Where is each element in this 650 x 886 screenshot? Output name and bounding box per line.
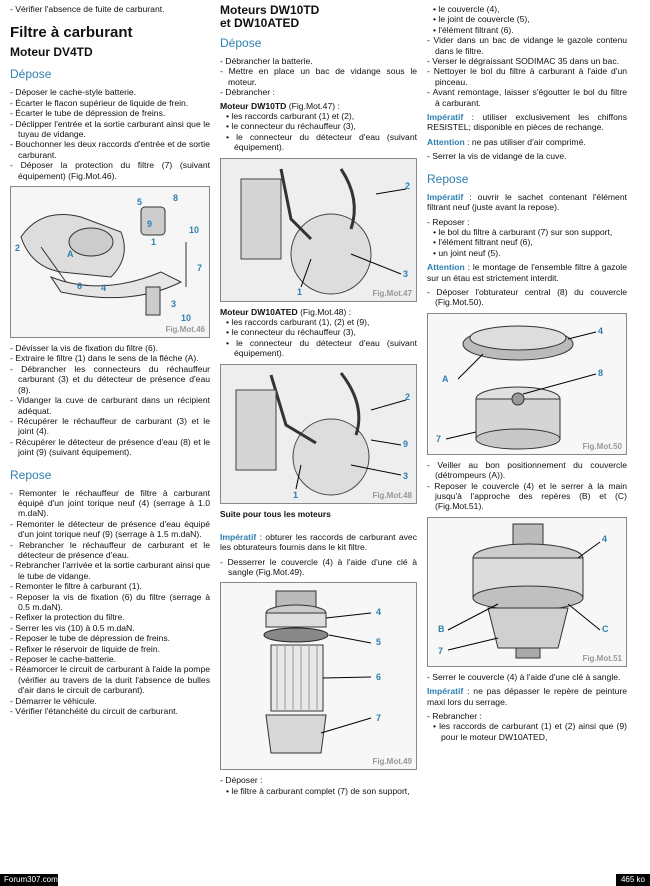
- cleaning-list: [427, 35, 627, 108]
- list-item: - Récupérer le réchauffeur de carburant (3) et le joint (4).: [10, 416, 210, 437]
- engine-label: Moteur DW10TD: [220, 100, 287, 111]
- list-item: - Remonter le réchauffeur de filtre à carburant équipé d'un joint torique neuf (4) (serrage à 1.0 m.daN).: [10, 488, 210, 519]
- fig49-label: 6: [376, 672, 382, 683]
- fig46-label: 9: [147, 219, 153, 230]
- figure-caption: Fig.Mot.48: [372, 490, 412, 500]
- list-item: - Veiller au bon positionnement du couvercle (détrompeurs (A)).: [427, 460, 627, 481]
- figure-caption: Fig.Mot.51: [582, 653, 622, 663]
- depose-list: [220, 56, 417, 98]
- depose-list-2: [10, 343, 210, 457]
- figure-caption: Fig.Mot.47: [372, 288, 412, 298]
- imperatif-keyword: Impératif: [220, 531, 257, 542]
- fig46-label: 10: [181, 313, 192, 324]
- title-line-1: Moteurs DW10TD: [220, 3, 320, 17]
- list-item: • les raccords de carburant (1) et (2) ainsi que (9) pour le moteur DW10ATED,: [427, 721, 627, 742]
- column-2: [220, 4, 417, 796]
- attention-keyword: Attention: [427, 136, 465, 147]
- fig51-label: C: [602, 623, 609, 634]
- imperatif-text: : ne pas dépasser le repère de peinture maxi lors du serrage.: [427, 686, 627, 707]
- list-item: • le filtre à carburant complet (7) de son support,: [220, 786, 417, 796]
- list-item: - Reposer :: [427, 217, 627, 227]
- imperatif-note: [220, 532, 417, 553]
- fig48-label: 2: [405, 391, 411, 402]
- positionnement-list: [427, 460, 627, 512]
- list-item: - Rebrancher le réchauffeur de carburant et le détecteur de présence d'eau.: [10, 540, 210, 561]
- list-item: - Serrer les vis (10) à 0.5 m.daN.: [10, 623, 210, 633]
- fig51-label: 7: [438, 645, 444, 656]
- repose-list: [10, 488, 210, 717]
- imperatif-text: : obturer les raccords de carburant avec les obturateurs fournis dans le kit filtre.: [220, 531, 417, 553]
- attention-keyword: Attention: [427, 262, 465, 273]
- dw10td-list: [220, 111, 417, 153]
- list-item: - Démarrer le véhicule.: [10, 696, 210, 706]
- list-item: - Déposer l'obturateur central (8) du couvercle (Fig.Mot.50).: [427, 287, 627, 308]
- intro-item: - Vérifier l'absence de fuite de carburant.: [10, 4, 210, 14]
- imperatif-note: [427, 112, 627, 133]
- fig51-label: 4: [602, 533, 608, 544]
- list-item: - Reposer le couvercle (4) et le serrer à la main jusqu'à l'approche des repères (B) et (C) (Fig.Mot.51).: [427, 481, 627, 512]
- list-item: - Extraire le filtre (1) dans le sens de la flèche (A).: [10, 353, 210, 363]
- fig51-label: B: [438, 623, 445, 634]
- list-item: • l'élément filtrant (6).: [427, 25, 627, 35]
- list-item: - Avant remontage, laisser s'égoutter le bol du filtre à carburant.: [427, 87, 627, 108]
- fig46-label: 6: [77, 281, 83, 292]
- fuel-filter-cartridge-illustration: [221, 583, 417, 769]
- figure-caption: Fig.Mot.50: [582, 441, 622, 451]
- serrer-couvercle-list: [427, 672, 627, 682]
- list-item: - Reposer le cache-batterie.: [10, 654, 210, 664]
- list-item: - Rebrancher l'arrivée et la sortie carburant ainsi que le tube de vidange.: [10, 560, 210, 581]
- figure-mot-51: [427, 517, 627, 667]
- engine-bay-illustration: [221, 365, 417, 503]
- figure-mot-46: [10, 186, 210, 338]
- filter-assembly-illustration: [11, 187, 210, 337]
- imperatif-text: : utiliser exclusivement les chiffons RESISTEL; disponible en pièces de rechange.: [427, 112, 627, 133]
- list-item: - Déposer la protection du filtre (7) (suivant équipement) (Fig.Mot.46).: [10, 160, 210, 181]
- fig50-label: 8: [598, 367, 604, 378]
- figure-ref: (Fig.Mot.47) :: [288, 100, 340, 111]
- engine-heading: Moteur DV4TD: [10, 45, 93, 60]
- fig48-label: 1: [293, 489, 299, 500]
- depose-heading: Dépose: [10, 67, 52, 82]
- list-item: - Rebrancher :: [427, 711, 627, 721]
- list-item: - Débrancher les connecteurs du réchauffeur carburant (3) et du détecteur de présence d'eau (8).: [10, 364, 210, 395]
- list-item: - Nettoyer le bol du filtre à carburant à l'aide d'un pinceau.: [427, 66, 627, 87]
- imperatif-keyword: Impératif: [427, 191, 464, 202]
- list-item: - Refixer le réservoir de liquide de frein.: [10, 644, 210, 654]
- list-item: • le connecteur du détecteur d'eau (suivant équipement).: [220, 338, 417, 359]
- desserrer-list: [220, 557, 417, 578]
- list-item: - Écarter le tube de dépression de freins.: [10, 108, 210, 118]
- fig46-label: 2: [15, 243, 21, 254]
- fig46-label: 8: [173, 193, 179, 204]
- list-item: • le joint de couvercle (5),: [427, 14, 627, 24]
- list-item: - Réamorcer le circuit de carburant à l'aide la pompe (vérifier au travers de la durit l'absence de bulles d'air dans le circuit de carburant).: [10, 664, 210, 695]
- top-sublist: [427, 4, 627, 35]
- fig47-label: 3: [403, 268, 409, 279]
- imperatif-note-2: [427, 192, 627, 213]
- list-item: - Reposer la vis de fixation (6) du filtre (serrage à 0.5 m.daN).: [10, 592, 210, 613]
- file-size-badge: 465 ko: [616, 874, 650, 886]
- engine-heading-dw10: [220, 4, 417, 30]
- figure-mot-48: [220, 364, 417, 504]
- list-item: - Déposer le cache-style batterie.: [10, 87, 210, 97]
- list-item: • le bol du filtre à carburant (7) sur son support,: [427, 227, 627, 237]
- figure-mot-47: [220, 158, 417, 302]
- column-1: [10, 4, 210, 716]
- fig50-label: 4: [598, 325, 604, 336]
- dw10ated-heading: [220, 307, 417, 317]
- fig50-label: A: [442, 373, 449, 384]
- engine-label: Moteur DW10ATED: [220, 306, 298, 317]
- list-item: - Vérifier l'étanchéité du circuit de carburant.: [10, 706, 210, 716]
- list-item: - Débrancher la batterie.: [220, 56, 417, 66]
- site-watermark: Forum307.com: [0, 874, 58, 886]
- imperatif-text: : ouvrir le sachet contenant l'élément filtrant neuf (juste avant la repose).: [427, 191, 627, 213]
- rebrancher-list: [427, 711, 627, 721]
- deposer-list: [220, 775, 417, 785]
- fig46-label: A: [67, 249, 74, 260]
- filter-cover-illustration: [428, 314, 627, 454]
- imperatif-note-3: [427, 686, 627, 707]
- list-item: - Serrer la vis de vidange de la cuve.: [427, 151, 627, 161]
- list-item: • le connecteur du réchauffeur (3),: [220, 327, 417, 337]
- list-item: - Desserrer le couvercle (4) à l'aide d'une clé à sangle (Fig.Mot.49).: [220, 557, 417, 578]
- fig48-label: 9: [403, 438, 409, 449]
- obturateur-list: [427, 287, 627, 308]
- imperatif-keyword: Impératif: [427, 686, 464, 697]
- list-item: - Écarter le flacon supérieur de liquide de frein.: [10, 98, 210, 108]
- attention-text: : le montage de l'ensemble filtre à gazole sur un étau est strictement interdit.: [427, 262, 627, 283]
- fig46-label: 5: [137, 197, 143, 208]
- reposer-sublist: [427, 227, 627, 258]
- fig49-label: 7: [376, 713, 382, 724]
- dw10td-heading: [220, 101, 417, 111]
- serrer-list: [427, 151, 627, 161]
- repose-heading: Repose: [10, 467, 52, 482]
- figure-mot-50: [427, 313, 627, 455]
- list-item: - Remonter le filtre à carburant (1).: [10, 581, 210, 591]
- fig47-label: 2: [405, 180, 411, 191]
- list-item: - Remonter le détecteur de présence d'eau équipé d'un joint torique neuf (9) (serrage à 1.5 m.daN).: [10, 519, 210, 540]
- filter-assembled-illustration: [428, 518, 627, 666]
- list-item: - Bouchonner les deux raccords d'entrée et de sortie carburant.: [10, 139, 210, 160]
- fig46-label: 7: [197, 263, 203, 274]
- list-item: • l'élément filtrant neuf (6),: [427, 237, 627, 247]
- list-item: - Vider dans un bac de vidange le gazole contenu dans le filtre.: [427, 35, 627, 56]
- repose-heading: Repose: [427, 171, 469, 186]
- figure-mot-49: [220, 582, 417, 770]
- section-title: Filtre à carburant: [10, 24, 133, 42]
- fig49-label: 4: [376, 607, 382, 618]
- fig49-label: 5: [376, 637, 382, 648]
- fig46-label: 10: [189, 225, 200, 236]
- attention-text: : ne pas utiliser d'air comprimé.: [464, 136, 586, 147]
- fig46-label: 4: [101, 283, 107, 294]
- depose-list: [10, 87, 210, 181]
- list-item: - Déposer :: [220, 775, 417, 785]
- engine-bay-illustration: [221, 159, 417, 301]
- list-item: - Verser le dégraissant SODIMAC 35 dans un bac.: [427, 56, 627, 66]
- list-item: • les raccords carburant (1) et (2),: [220, 111, 417, 121]
- reposer-list: [427, 217, 627, 227]
- list-item: - Dévisser la vis de fixation du filtre (6).: [10, 343, 210, 353]
- list-item: • un joint neuf (5).: [427, 248, 627, 258]
- list-item: - Serrer le couvercle (4) à l'aide d'une clé à sangle.: [427, 672, 627, 682]
- list-item: - Mettre en place un bac de vidange sous le moteur.: [220, 66, 417, 87]
- list-item: - Reposer le tube de dépression de freins.: [10, 633, 210, 643]
- fig50-label: 7: [436, 433, 442, 444]
- fig46-label: 3: [171, 299, 177, 310]
- dw10ated-list: [220, 317, 417, 359]
- list-item: - Refixer la protection du filtre.: [10, 612, 210, 622]
- depose-heading: Dépose: [220, 36, 262, 50]
- fig47-label: 1: [297, 286, 303, 297]
- list-item: - Débrancher :: [220, 87, 417, 97]
- title-line-2: et DW10ATED: [220, 16, 300, 30]
- deposer-sublist: [220, 786, 417, 796]
- list-item: • les raccords carburant (1), (2) et (9),: [220, 317, 417, 327]
- attention-note-2: [427, 262, 627, 283]
- rebrancher-sublist: [427, 721, 627, 742]
- fig48-label: 3: [403, 470, 409, 481]
- list-item: - Récupérer le détecteur de présence d'eau (8) et le joint (9) (suivant équipement).: [10, 437, 210, 458]
- list-item: • le connecteur du détecteur d'eau (suivant équipement).: [220, 132, 417, 153]
- page-footer: [0, 874, 650, 886]
- imperatif-keyword: Impératif: [427, 112, 464, 123]
- list-item: - Déclipper l'entrée et la sortie carburant ainsi que le tuyau de vidange.: [10, 119, 210, 140]
- attention-note: [427, 137, 627, 147]
- list-item: • le couvercle (4),: [427, 4, 627, 14]
- fig46-label: 1: [151, 237, 157, 248]
- figure-ref: (Fig.Mot.48) :: [300, 306, 352, 317]
- figure-caption: Fig.Mot.49: [372, 757, 412, 767]
- column-3: [427, 4, 627, 742]
- suite-heading: Suite pour tous les moteurs: [220, 508, 331, 519]
- list-item: • le connecteur du réchauffeur (3),: [220, 121, 417, 131]
- figure-caption: Fig.Mot.46: [165, 325, 205, 335]
- list-item: - Vidanger la cuve de carburant dans un récipient adéquat.: [10, 395, 210, 416]
